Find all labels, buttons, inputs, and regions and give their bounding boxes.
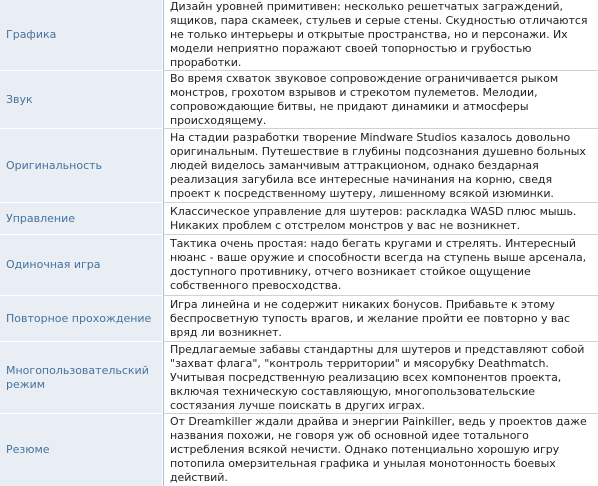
table-row	[0, 0, 598, 71]
category-cell: Оригинальность	[0, 129, 163, 203]
table-row	[0, 296, 598, 342]
description-cell: Дизайн уровней примитивен: несколько решетчатых заграждений, ящиков, пара скамеек, стульев и серые стены. Скудностью отличаются не только интерьеры и открытые пространства, но и персонажи. Их модели неприятно поражают своей топорностью и грубостью проработки.	[163, 0, 598, 71]
table-row	[0, 414, 598, 486]
description-cell: На стадии разработки творение Mindware Studios казалось довольно оригинальным. Путешествие в глубины подсознания душевно больных людей виделось заманчивым аттракционом, однако бездарная реализация загубила все интересные начинания на корню, сведя проект к посредственному шутеру, лишенному всякой изюминки.	[163, 129, 598, 203]
table-row	[0, 235, 598, 296]
category-cell: Повторное прохождение	[0, 296, 163, 342]
category-cell: Одиночная игра	[0, 235, 163, 296]
category-cell: Резюме	[0, 414, 163, 486]
category-cell: Звук	[0, 71, 163, 129]
table-row	[0, 71, 598, 129]
description-cell: Предлагаемые забавы стандартны для шутеров и представляют собой "захват флага", "контроль территории" и мясорубку Deathmatch. Учитывая посредственную реализацию всех компонентов проекта, включая техническую составляющую, многопользовательские состязания лучше поискать в других играх.	[163, 342, 598, 414]
description-cell: Тактика очень простая: надо бегать кругами и стрелять. Интересный нюанс - ваше оружие и способности всегда на ступень выше арсенала, доступного противнику, отчего возникает стойкое ощущение собственного превосходства.	[163, 235, 598, 296]
description-cell: От Dreamkiller ждали драйва и энергии Painkiller, ведь у проектов даже названия похожи, не говоря уж об основной идее тотального истребления всякой нечисти. Однако потенциально хорошую игру потопила омерзительная графика и унылая монотонность боевых действий.	[163, 414, 598, 486]
description-cell: Во время схваток звуковое сопровождение ограничивается рыком монстров, грохотом взрывов и стрекотом пулеметов. Мелодии, сопровождающие битвы, не придают динамики и атмосферы происходящему.	[163, 71, 598, 129]
description-cell: Игра линейна и не содержит никаких бонусов. Прибавьте к этому беспросветную тупость врагов, и желание пройти ее повторно у вас вряд ли возникнет.	[163, 296, 598, 342]
table-row	[0, 342, 598, 414]
category-cell: Графика	[0, 0, 163, 71]
description-cell: Классическое управление для шутеров: раскладка WASD плюс мышь. Никаких проблем с отстрелом монстров у вас не возникнет.	[163, 203, 598, 235]
category-cell: Многопользовательский режим	[0, 342, 163, 414]
category-cell: Управление	[0, 203, 163, 235]
table-row	[0, 129, 598, 203]
table-row	[0, 203, 598, 235]
